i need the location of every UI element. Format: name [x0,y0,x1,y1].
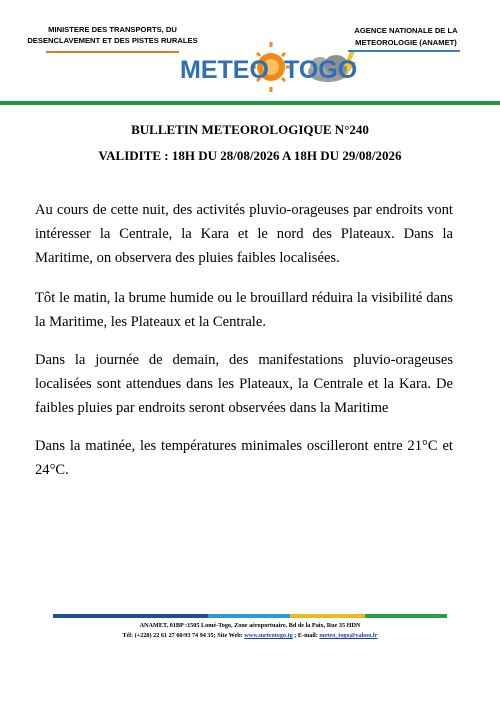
ministry-underline [46,51,179,53]
ministry-line-2: DESENCLAVEMENT ET DES PISTES RURALES [27,36,198,45]
logo-text-right: TOGO [284,56,358,84]
footer-tel: Tél: (+228) 22 61 27 60/93 74 94 35; Site Web: [122,632,245,639]
forecast-paragraph-night: Au cours de cette nuit, des activités pluvio-orageuses par endroits vont intéresser la Centrale, la Kara et le nord des Plateaux. Dans la Maritime, on observera des pluies faibles localisées. [35,202,453,266]
forecast-paragraph-day: Dans la journée de demain, des manifestations pluvio-orageuses localisées sont attendues dans les Plateaux, la Centrale et la Kara. De faibles pluies par endroits seront observées dans la Maritime [35,352,453,416]
forecast-paragraph-temperatures: Dans la matinée, les températures minimales oscilleront entre 21°C et 24°C. [35,438,453,478]
footer-bar-lightblue [208,614,290,618]
email-link[interactable]: meteo_togo@yahoo.fr [319,632,378,639]
meteo-togo-logo [178,42,368,92]
logo-text-left: METEO [180,56,269,84]
bulletin-validity: VALIDITE : 18H DU 28/08/2026 A 18H DU 29/08/2026 [98,148,402,163]
agency-line-2: METEOROLOGIE (ANAMET) [355,38,457,47]
forecast-paragraph-morning: Tôt le matin, la brume humide ou le brouillard réduira la visibilité dans la Maritime, les Plateaux et la Centrale. [35,290,453,330]
website-link[interactable]: www.meteotogo.tg [244,632,293,639]
footer-contact [0,632,500,639]
footer-bar-blue [53,614,208,618]
bulletin-title: BULLETIN METEOROLOGIQUE N°240 [131,122,369,137]
footer-address: ANAMET, 01BP :1505 Lomé-Togo, Zone aéroportuaire, Bd de la Paix, Rue 35 HDN [139,622,361,629]
footer-bar-green [365,614,447,618]
ministry-line-1: MINISTERE DES TRANSPORTS, DU [48,25,177,34]
agency-line-1: AGENCE NATIONALE DE LA [354,26,458,35]
footer-email-prefix: ; E-mail: [292,632,320,639]
header-divider [0,101,500,105]
footer-bar-yellow [290,614,365,618]
